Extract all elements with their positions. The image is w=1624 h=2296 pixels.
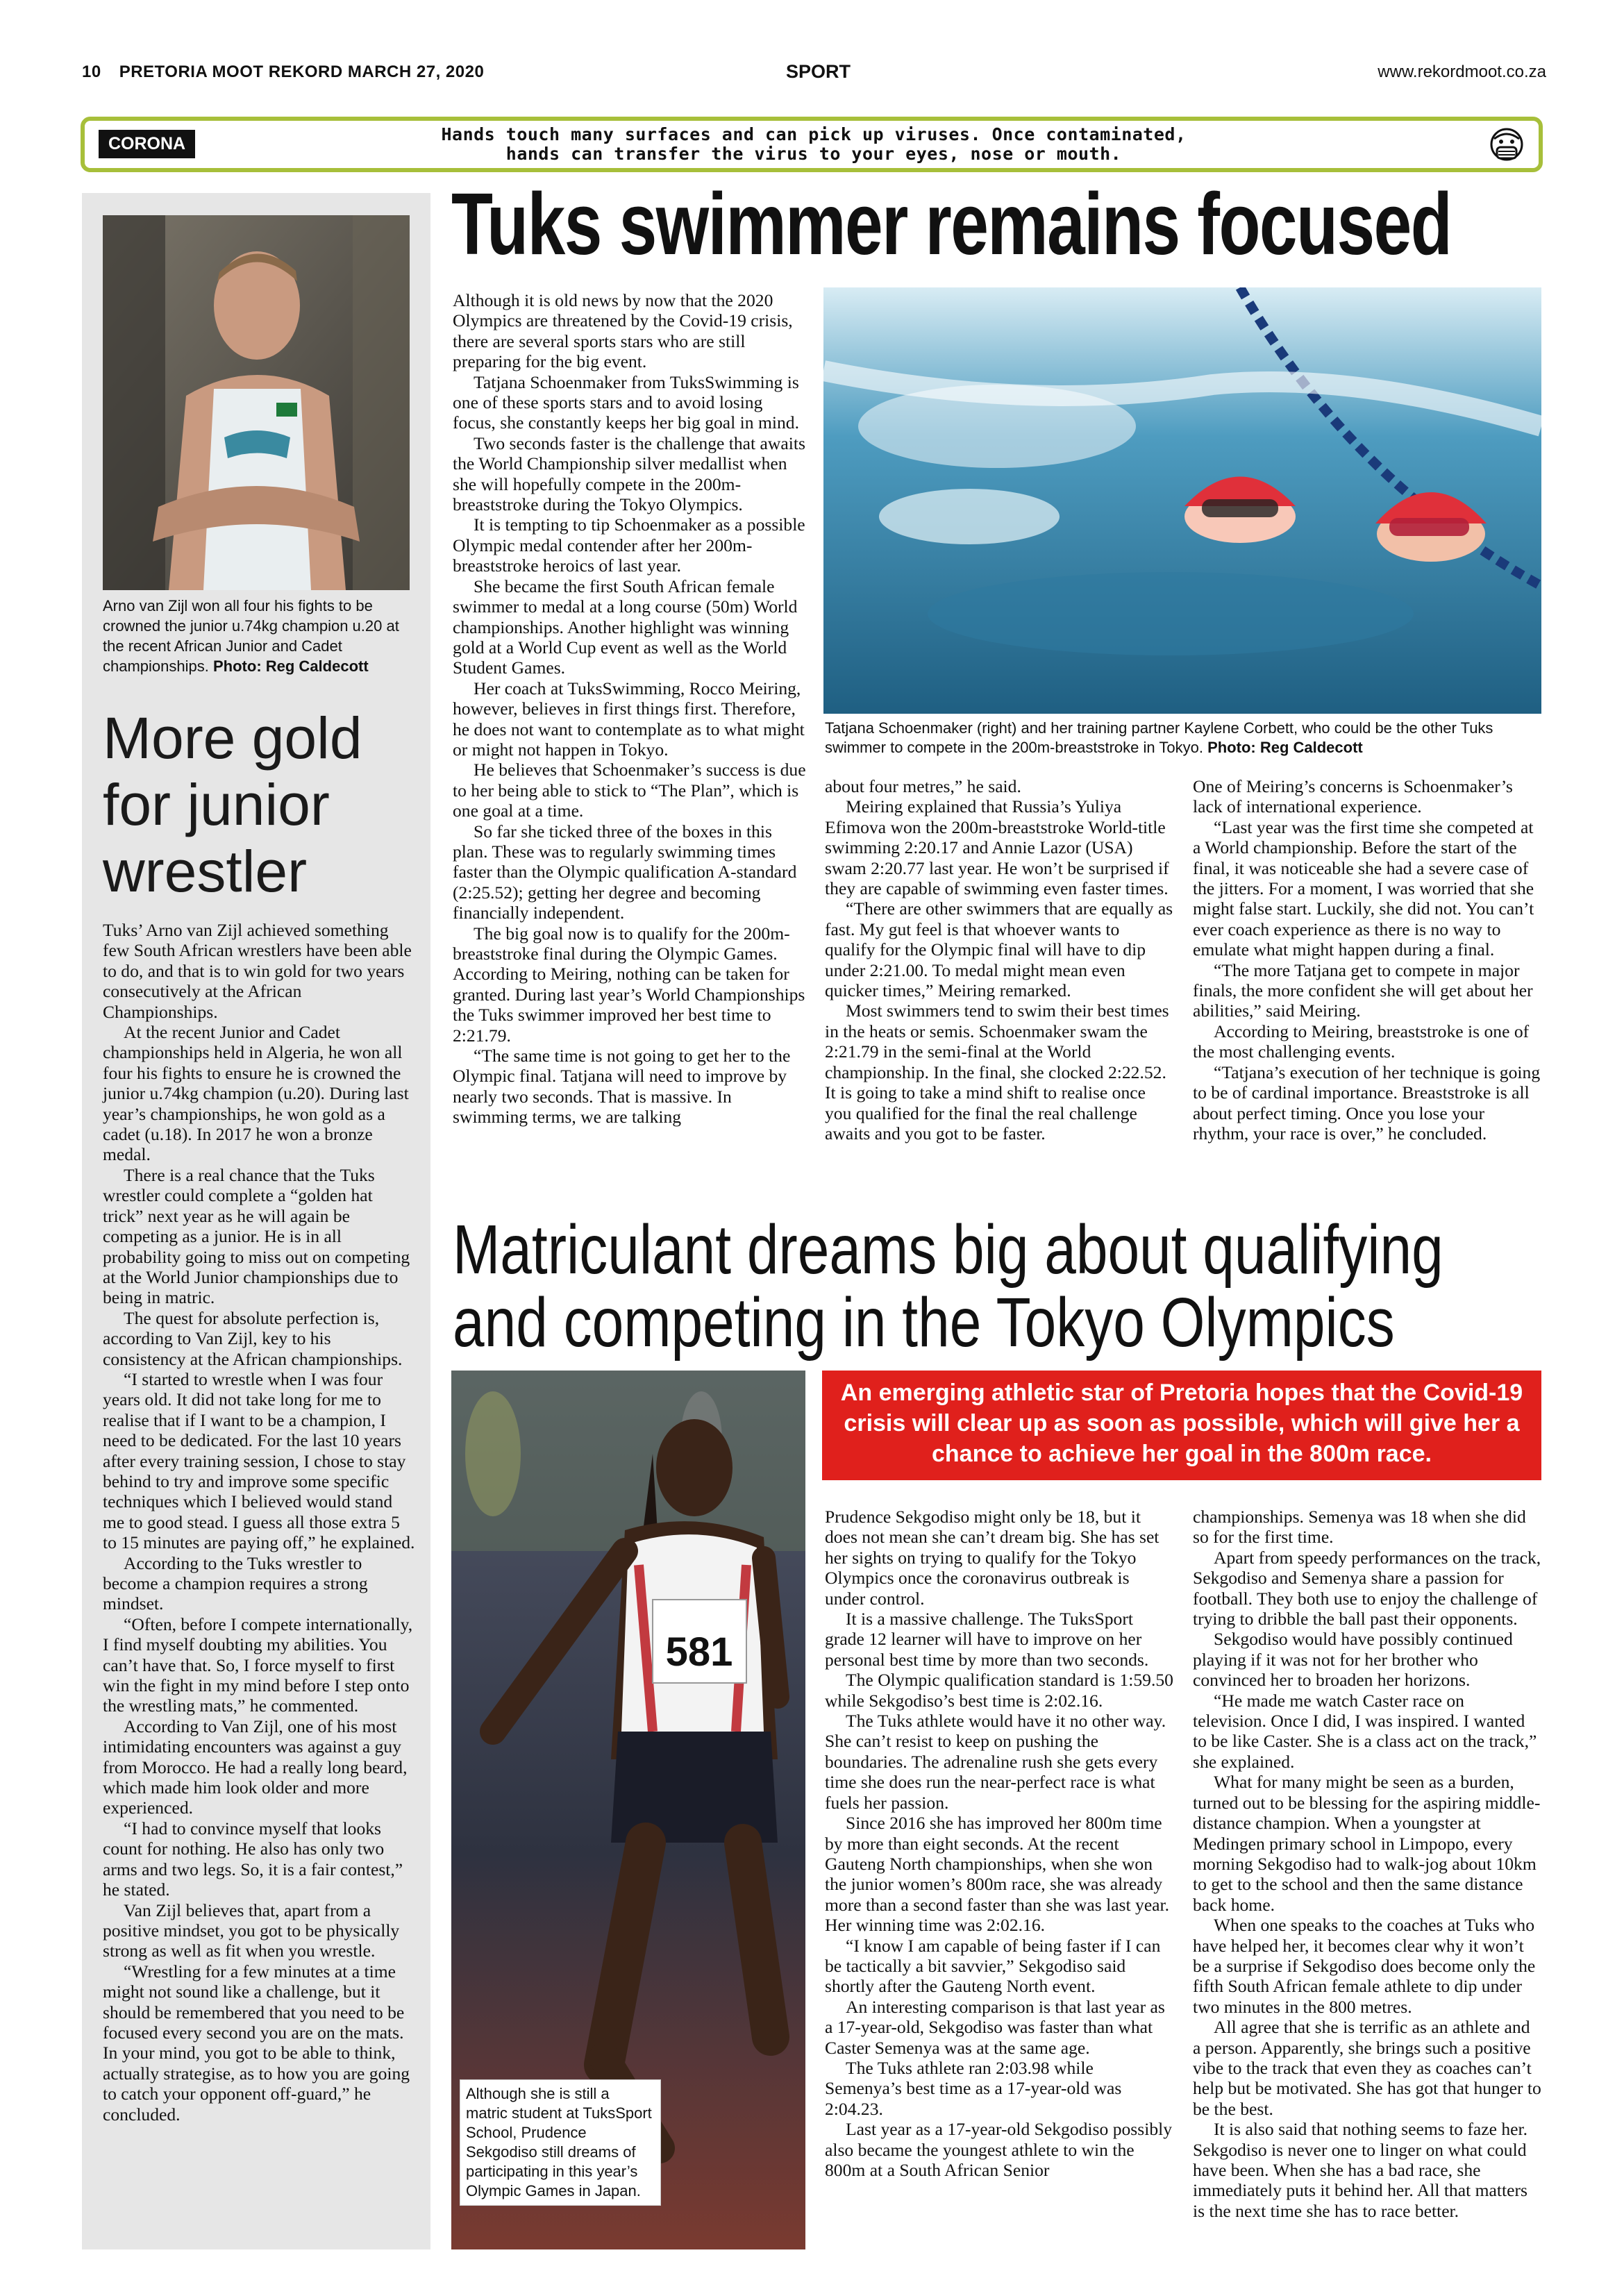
corona-message-line2: hands can transfer the virus to your eyes, nose or mouth.: [505, 144, 1122, 164]
paragraph: The Olympic qualification standard is 1:59.50 while Sekgodiso’s best time is 2:02.16.: [825, 1670, 1173, 1711]
paragraph: What for many might be seen as a burden, turned out to be blessing for the aspiring middle-distance champion. When a youngster at Medingen primary school in Limpopo, every morning Sekgodiso had to walk-jog about 10km to get to the school and then the same distance back home.: [1193, 1772, 1541, 1915]
swimmers-photo-caption: [825, 719, 1547, 757]
wrestler-photo: [103, 215, 410, 590]
paragraph: At the recent Junior and Cadet championships held in Algeria, he won all four his fights to ensure he is crowned the junior u.74kg champion (u.20). During last year’s championships, he won gold as a cadet (u.18). In 2017 he won a bronze medal.: [103, 1022, 409, 1165]
wrestler-photo-caption: [103, 596, 415, 676]
athlete-standfirst-box: [822, 1371, 1541, 1480]
corona-banner: [81, 117, 1543, 172]
paragraph: It is a massive challenge. The TuksSport grade 12 learner will have to improve on her personal best time by more than two seconds.: [825, 1609, 1149, 1670]
swim-article-col2: [825, 776, 1173, 1143]
athlete-headline: [453, 1211, 1443, 1361]
wrestler-article-body: [103, 920, 417, 2125]
bib-number: 581: [665, 1629, 733, 1675]
athlete-headline-line2: and competing in the Tokyo Olympics: [453, 1284, 1395, 1361]
paragraph: One of Meiring’s concerns is Schoenmaker’s lack of international experience.: [1193, 776, 1513, 817]
athlete-article-col1: [825, 1507, 1173, 2180]
swim-headline: Tuks swimmer remains focused: [451, 175, 1452, 273]
caption-text: Arno van Zijl won all four his fights to be crowned the junior u.74kg champion u.20 at the recent African Junior and Cadet championships.: [103, 597, 399, 675]
paragraph: Tuks’ Arno van Zijl achieved something few South African wrestlers have been able to do, and that is to win gold for two years consecutively at the African Championships.: [103, 920, 412, 1022]
publication-dateline: PRETORIA MOOT REKORD MARCH 27, 2020: [119, 62, 485, 81]
paragraph: Tatjana Schoenmaker from TuksSwimming is one of these sports stars and to avoid losing focus, she constantly keeps her big goal in mind.: [453, 371, 799, 433]
paragraph: “There are other swimmers that are equally as fast. My gut feel is that whoever wants to qualify for the Olympic final will have to dip under 2:21.00. To medal might mean even quicker times,” Meiring remarked.: [825, 898, 1173, 1001]
wrestler-headline: More gold for junior wrestler: [103, 705, 362, 904]
paragraph: When one speaks to the coaches at Tuks who have helped her, it becomes clear why it won’t be a surprise if Sekgodiso does become only the fifth South African female athlete to dip under two minutes in the 800 metres.: [1193, 1915, 1536, 2017]
paragraph: “He made me watch Caster race on television. Once I did, I was inspired. I wanted to be like Caster. She is a class act on the track,” she explained.: [1193, 1690, 1537, 1772]
paragraph: “Wrestling for a few minutes at a time might not sound like a challenge, but it should be remembered that you need to be focused every second you are on the mats. In your mind, you got to be able to think, actually strategise, as to how you are going to catch your opponent off-guard,” he concluded.: [103, 1961, 410, 2125]
section-label: SPORT: [786, 61, 851, 82]
paragraph: Apart from speedy performances on the track, Sekgodiso and Semenya share a passion for football. They both use to enjoy the challenge of trying to dribble the ball past their opponents.: [1193, 1547, 1541, 1629]
paragraph: Last year as a 17-year-old Sekgodiso possibly also became the youngest athlete to win the 800m at a South African Senior: [825, 2119, 1173, 2180]
paragraph: Van Zijl believes that, apart from a positive mindset, you got to be physically strong as well as fit when you wrestle.: [103, 1900, 400, 1961]
corona-message: [349, 125, 1279, 164]
paragraph: “Often, before I compete internationally, I find myself doubting my abilities. You can’t have that. So, I force myself to first win the fight in my mind before I step onto the wrestling mats,” he commented.: [103, 1614, 413, 1716]
page-header-left: [82, 62, 502, 82]
paragraph: It is also said that nothing seems to faze her. Sekgodiso is never one to linger on what could have been. When she has a bad race, she immediately puts it behind her. All that matters is the next time she has to race better.: [1193, 2119, 1528, 2221]
paragraph: All agree that she is terrific as an athlete and a person. Apparently, she brings such a positive vibe to the track that even they as coaches can’t help but be motivated. She has got that hunger to be the best.: [1193, 2017, 1541, 2119]
page-number: 10: [82, 62, 101, 81]
swimmers-photo: [823, 287, 1541, 714]
website-url: www.rekordmoot.co.za: [1378, 62, 1546, 81]
paragraph: He believes that Schoenmaker’s success is due to her being able to stick to “The Plan”, which is one goal at a time.: [453, 760, 806, 821]
paragraph: She became the first South African female swimmer to medal at a long course (50m) World championships. Another highlight was winning gold at a World Cup event as well as the World Student Games.: [453, 576, 798, 678]
paragraph: Since 2016 she has improved her 800m time by more than eight seconds. At the recent Gauteng North championships, when she won the junior women’s 800m race, she was already more than a second faster than she was last year. Her winning time was 2:02.16.: [825, 1813, 1170, 1936]
paragraph: “I know I am capable of being faster if I can be tactically a bit savvier,” Sekgodiso said shortly after the Gauteng North event.: [825, 1935, 1161, 1997]
corona-tag: CORONA: [99, 130, 195, 158]
paragraph: Although it is old news by now that the 2020 Olympics are threatened by the Covid-19 crisis, there are several sports stars who are still preparing for the big event.: [453, 290, 793, 372]
paragraph: According to the Tuks wrestler to become a champion requires a strong mindset.: [103, 1552, 368, 1614]
paragraph: According to Van Zijl, one of his most intimidating encounters was against a guy from Morocco. He had a really long beard, which made him look older and more experienced.: [103, 1716, 408, 1818]
paragraph: “Last year was the first time she competed at a World championship. Before the start of the final, it was noticeable she had a severe case of the jitters. For a moment, I was worried that she might false start. Luckily, she did not. You can’t ever coach experience as there is no way to emulate what might happen during a final.: [1193, 816, 1534, 960]
paragraph: There is a real chance that the Tuks wrestler could complete a “golden hat trick” next year as he will again be competing as a junior. He is in all probability going to miss out on competing at the World Junior championships due to being in matric.: [103, 1164, 410, 1308]
paragraph: “Tatjana’s execution of her technique is going to be of cardinal importance. Breaststroke is all about perfect timing. Once you lose your rhythm, your race is over,” he concluded.: [1193, 1062, 1541, 1143]
paragraph: Prudence Sekgodiso might only be 18, but it does not mean she can’t dream big. She has set her sights on trying to qualify for the Tokyo Olympics once the coronavirus outbreak is under control.: [825, 1507, 1160, 1609]
paragraph: Her coach at TuksSwimming, Rocco Meiring, however, believes in first things first. Therefore, he does not want to contemplate as to what might or might not happen in Tokyo.: [453, 678, 805, 760]
paragraph: The quest for absolute perfection is, according to Van Zijl, key to his consistency at the African championships.: [103, 1307, 403, 1369]
runner-photo-caption: Although she is still a matric student at TuksSport School, Prudence Sekgodiso still dreams of participating in this year’s Olympic Games in Japan.: [460, 2079, 661, 2206]
paragraph: The big goal now is to qualify for the 200m-breaststroke final during the Olympic Games. According to Meiring, nothing can be taken for granted. During last year’s World Championships the Tuks swimmer improved her best time to 2:21.79.: [453, 923, 805, 1046]
paragraph: An interesting comparison is that last year as a 17-year-old, Sekgodiso was faster than what Caster Semenya was at the same age.: [825, 1996, 1165, 2058]
swim-article-col3: [1193, 776, 1541, 1143]
caption-text: Tatjana Schoenmaker (right) and her training partner Kaylene Corbett, who could be the other Tuks swimmer to compete in the 200m-breaststroke in Tokyo.: [825, 719, 1493, 756]
paragraph: “I started to wrestle when I was four years old. It did not take long for me to realise that if I want to be a champion, I need to be dedicated. For the last 10 years after every training session, I chose to stay behind to try and improve some specific techniques which I believed would stand me to good stead. I guess all those extra 5 to 15 minutes are paying off,” he explained.: [103, 1368, 415, 1553]
athlete-article-col2: [1193, 1507, 1541, 2221]
paragraph: It is tempting to tip Schoenmaker as a possible Olympic medal contender after her 200m-breaststroke heroics of last year.: [453, 514, 805, 576]
paragraph: “I had to convince myself that looks count for nothing. He also has only two arms and two legs. So, it is a fair contest,” he stated.: [103, 1818, 403, 1900]
face-mask-icon: [1487, 126, 1526, 165]
paragraph: Meiring explained that Russia’s Yuliya Efimova won the 200m-breaststroke World-title swimming 2:20.17 and Annie Lazor (USA) swam 2:20.77 last year. He won’t be surprised if they are capable of swimming even faster times.: [825, 796, 1169, 899]
paragraph: According to Meiring, breaststroke is one of the most challenging events.: [1193, 1021, 1530, 1062]
paragraph: championships. Semenya was 18 when she did so for the first time.: [1193, 1507, 1526, 1548]
swim-article-col1: [453, 290, 808, 1128]
paragraph: “The same time is not going to get her to the Olympic final. Tatjana will need to improve by nearly two seconds. That is massive. In swimming terms, we are talking: [453, 1046, 791, 1128]
paragraph: Two seconds faster is the challenge that awaits the World Championship silver medallist when she will hopefully compete in the 200m-breaststroke during the Tokyo Olympics.: [453, 433, 805, 515]
paragraph: Sekgodiso would have possibly continued playing if it was not for her brother who convinced her to broaden her horizons.: [1193, 1629, 1513, 1691]
paragraph: about four metres,” he said.: [825, 776, 1021, 796]
paragraph: Most swimmers tend to swim their best times in the heats or semis. Schoenmaker swam the 2:21.79 in the semi-final at the World championship. In the final, she clocked 2:22.52. It is going to take a mind shift to realise once you qualified for the final the real challenge awaits and you got to be faster.: [825, 1000, 1169, 1143]
athlete-standfirst: An emerging athletic star of Pretoria hopes that the Covid-19 crisis will clear up as soon as possible, which will give her a chance to achieve her goal in the 800m race.: [840, 1380, 1523, 1467]
paragraph: The Tuks athlete ran 2:03.98 while Semenya’s best time as a 17-year-old was 2:04.23.: [825, 2057, 1122, 2119]
paragraph: So far she ticked three of the boxes in this plan. These was to regularly swimming times faster than the Olympic qualification A-standard (2:25.52); getting her degree and becoming financially independent.: [453, 821, 797, 923]
paragraph: The Tuks athlete would have it no other way. She can’t resist to keep on pushing the boundaries. The adrenaline rush she gets every time she does run the near-perfect race is what fuels her passion.: [825, 1711, 1166, 1813]
paragraph: “The more Tatjana get to compete in major finals, the more confident she will get about her abilities,” said Meiring.: [1193, 960, 1533, 1021]
photo-credit: Photo: Reg Caldecott: [213, 657, 369, 675]
athlete-headline-line1: Matriculant dreams big about qualifying: [453, 1211, 1443, 1289]
photo-credit: Photo: Reg Caldecott: [1207, 739, 1363, 756]
corona-message-line1: Hands touch many surfaces and can pick up viruses. Once contaminated,: [441, 124, 1187, 144]
